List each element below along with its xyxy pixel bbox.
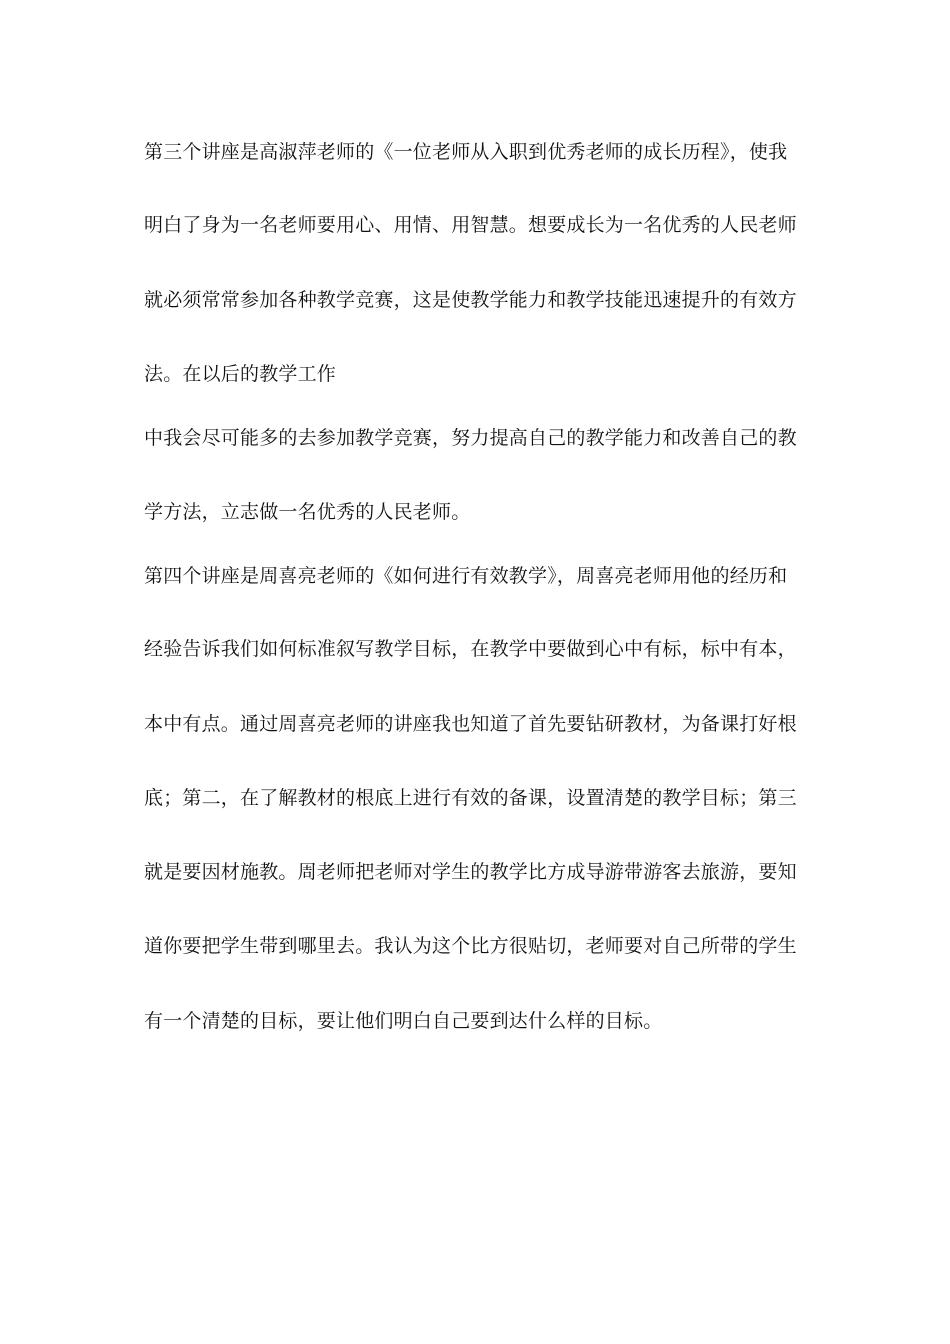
text-line: 道你要把学生带到哪里去。我认为这个比方很贴切，老师要对自己所带的学生 bbox=[144, 935, 797, 957]
text-line: 就是要因材施教。周老师把老师对学生的教学比方成导游带游客去旅游，要知 bbox=[144, 861, 797, 883]
text-line: 底；第二，在了解教材的根底上进行有效的备课，设置清楚的教学目标；第三 bbox=[144, 787, 797, 809]
text-line: 本中有点。通过周喜亮老师的讲座我也知道了首先要钻研教材，为备课打好根 bbox=[144, 713, 797, 735]
text-line: 学方法，立志做一名优秀的人民老师。 bbox=[144, 501, 471, 523]
text-line: 法。在以后的教学工作 bbox=[144, 363, 337, 385]
text-line: 中我会尽可能多的去参加教学竞赛，努力提高自己的教学能力和改善自己的教 bbox=[144, 427, 797, 449]
text-line: 第四个讲座是周喜亮老师的《如何进行有效教学》，周喜亮老师用他的经历和 bbox=[144, 565, 788, 587]
text-line: 明白了身为一名老师要用心、用情、用智慧。想要成长为一名优秀的人民老师 bbox=[144, 214, 797, 236]
text-line: 有一个清楚的目标，要让他们明白自己要到达什么样的目标。 bbox=[144, 1010, 663, 1032]
text-line: 经验告诉我们如何标准叙写教学目标，在教学中要做到心中有标，标中有本， bbox=[144, 638, 797, 660]
text-line: 就必须常常参加各种教学竞赛，这是使教学能力和教学技能迅速提升的有效方 bbox=[144, 289, 797, 311]
text-line: 第三个讲座是高淑萍老师的《一位老师从入职到优秀老师的成长历程》，使我 bbox=[144, 141, 788, 163]
